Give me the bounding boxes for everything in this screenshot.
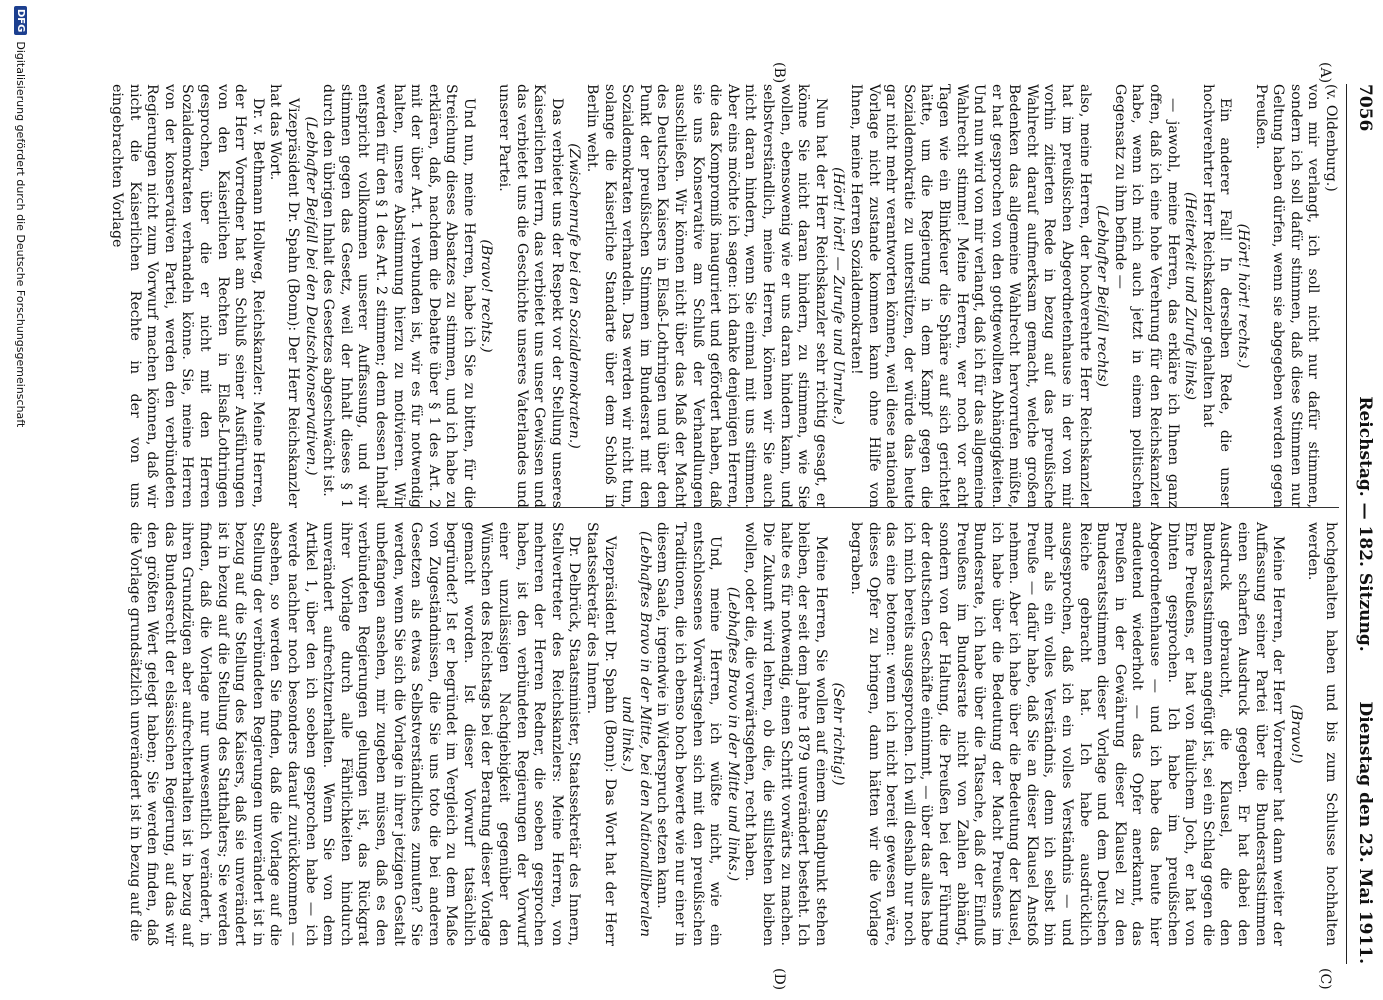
paragraph: Das verbietet uns der Respekt vor der Stellung unseres Kaiserlichen Herrn, das verbietet uns unser Gewissen und das verbietet uns die Geschichte unseres Vaterlandes und unserer Partei. <box>496 84 565 508</box>
right-column <box>125 522 1339 946</box>
interjection: (Zwischenrufe bei den Sozialdemokraten.) <box>566 143 583 449</box>
speaker-announcement: Vizepräsident Dr. Spahn (Bonn): Der Herr Reichskanzler hat das Wort. <box>267 84 301 508</box>
paragraph: von mir verlangt, ich soll nicht nur dafür stimmen, sondern ich soll dafür stimmen, daß diese Stimmen nur Geltung haben dürfen, wenn sie abgegeben werden gegen Preußen. <box>1252 84 1322 508</box>
interjection: (Lebhafter Beifall rechts) <box>1094 204 1111 388</box>
paragraph: Meine Herren, der Herr Vorredner hat dann weiter der Auffassung seiner Partei über die Bundesratsstimmen einen scharfen Ausdruck gegeben. Er hat dabei den Ausdruck gebraucht, die Klausel, die den Bundesratsstimmen angefügt ist, sei ein Schlag gegen die Ehre Preußens, er hat von faulichem Joch, er hat von Dinten gesprochen. Ich habe im preußischen Abgeordnetenhause — und ich habe das heute hier andeutend wiederholt — das Opfer anerkannt, das Preußen in der Gewährung dieser Klausel zu den Bundesratsstimmen dieser Vorlage und dem Deutschen Reiche gebracht hat. Ich habe ausdrücklich ausgesprochen, daß ich ein volles Verständnis — und mehr als ein volles Verständnis, denn ich selbst bin Preuße — dafür habe, daß Sie an dieser Klausel Anstoß nehmen. Aber ich habe über die Bedeutung der Klausel, ich habe über die Bedeutung der Macht Preußens im Bundesrate, ich habe über die Tatsache, daß der Einfluß Preußens im Bundesrate nicht von Zahlen abhängt, sondern von der Haltung, die Preußen bei der Führung der deutschen Geschäfte einnimmt, — über das alles habe ich mich bereits ausgesprochen. Ich will deshalb nur noch das eine betonen: wenn ich nicht bereit gewesen wäre, dieses Opfer zu bringen, dann hätten wir die Vorlage begraben. <box>847 522 1287 946</box>
paragraph: Meine Herren, Sie wollen auf einem Standpunkt stehen bleiben, der seit dem Jahre 1879 unverändert besteht. Ich halte es für notwendig, einen Schritt vorwärts zu machen. Die Zukunft wird lehren, ob die, die stillstehen bleiben wollen, oder die, die vorwärtsgehen, recht haben. <box>742 522 829 946</box>
interjection: (Sehr richtig!) <box>830 682 847 786</box>
interjection: (Heiterkeit und Zurufe links) <box>1182 191 1199 401</box>
header-rule <box>1346 84 1347 964</box>
speech-paragraph: Dr. v. Bethmann Hollweg, Reichskanzler: Meine Herren, der Herr Vorredner hat am Schluß seiner Ausführungen von den Kaiserlichen Rechten in Elsaß-Lothringen gesprochen, über die er nicht mit den Herren Sozialdemokraten verhandeln könne. Sie, meine Herren von der konservativen Partei, werden den verbündeten Regierungen nicht zum Vorwurf machen können, daß wir nicht die Kaiserlichen Rechte in der von uns eingebrachten Vorlage <box>109 84 266 508</box>
speaker-tag: (v. Oldenburg.) <box>1323 84 1339 192</box>
page-header <box>1351 84 1377 964</box>
paragraph: — jawohl, meine Herren, das erkläre ich Ihnen ganz offen, daß ich eine hohe Verehrung für den Reichskanzler habe, wenn ich mich auch jetzt in einem politischen Gegensatz zu ihm befinde — <box>1111 84 1181 508</box>
margin-mark-a: (A) <box>1317 62 1333 84</box>
page-number: 7056 <box>1355 84 1375 132</box>
interjection: (Lebhaftes Bravo in der Mitte, bei den Nationalliberalen und links.) <box>619 530 653 938</box>
left-column <box>107 84 1339 508</box>
interjection: (Bravo! rechts.) <box>478 239 495 353</box>
interjection: (Lebhaftes Bravo in der Mitte und links.) <box>724 586 741 882</box>
interjection: (Lebhafter Beifall bei den Deutschkonservativen.) <box>302 116 319 476</box>
speaker-announcement: Vizepräsident Dr. Spahn (Bonn): Das Wort hat der Herr Staatssekretär des Innern. <box>584 522 618 946</box>
margin-mark-c: (C) <box>1317 968 1333 990</box>
footer-text: Digitalisierung gefördert durch die Deutsche Forschungsgemeinschaft <box>14 41 27 428</box>
digitization-footer <box>14 6 27 427</box>
paragraph: Und nun, meine Herren, habe ich Sie zu bitten, für die Streichung dieses Absatzes zu stimmen, und ich habe zu erklären, daß, nachdem die Debatte über § 1 des Art. 2 mit der über Art. 1 verbunden ist, wir es für notwendig halten, unsere Abstimmung hierzu zu motivieren. Wir werden für den § 1 des Art. 2 stimmen; denn dessen Inhalt entspricht vollkommen unserer Auffassung, und wir stimmen gegen das Gesetz, weil der Inhalt dieses § 1 durch den übrigen Inhalt des Gesetzes abgeschwächt ist. <box>320 84 477 508</box>
session-date: Dienstag den 23. Mai 1911. <box>1355 701 1375 964</box>
margin-mark-d: (D) <box>771 968 787 991</box>
margin-mark-b: (B) <box>771 62 787 84</box>
interjection: (Hört! hört! — Zurufe und Unruhe.) <box>830 167 847 425</box>
speech-paragraph: Dr. Delbrück, Staatsminister, Staatssekretär des Innern, Stellvertreter des Reichskanzlers: Meine Herren, von mehreren der Herren Redner, die soeben gesprochen haben, ist den verbündeten Regierungen der Vorwurf einer unzulässigen Nachgiebigkeit gegenüber den Wünschen des Reichstags bei der Beratung dieser Vorlage gemacht worden. Ist dieser Vorwurf tatsächlich begründet? Ist er begründet im Vergleich zu dem Maße von Zugeständnissen, die Sie uns toto die bei anderen Gesetzen als etwas Selbstverständliches zumuten? Sie werden, wenn Sie sich die Vorlage in ihrer jetzigen Gestalt unbefangen ansehen, mir zugeben müssen, daß es den verbündeten Regierungen gelungen ist, das Rückgrat ihrer Vorlage durch alle Fährlichkeiten hindurch unverändert aufrechtzuerhalten. Wenn Sie von dem Artikel 1, über den ich soeben gesprochen habe — ich werde nachher noch besonders darauf zurückkommen — absehen, so werden Sie finden, daß die Vorlage auf die Stellung der verbündeten Regierungen unverändert ist in bezug auf die Stellung des Kaisers, daß sie unverändert ist in bezug auf die Stellung des Statthalters; Sie werden finden, daß die Vorlage nur unwesentlich verändert, in ihren Grundzügen aber aufrechterhalten ist in bezug auf das Bundesrecht der elsässischen Regierung, auf das wir den größten Wert gelegt haben; Sie werden finden, daß die Vorlage grundsätzlich unverändert ist in bezug auf die <box>126 522 583 947</box>
paragraph: Nun hat der Herr Reichskanzler sehr richtig gesagt, er könne Sie nicht daran hindern, zu stimmen, wie Sie wollen, ebensowenig wie er uns daran hindern kann, und selbstverständlich, meine Herren, können wir Sie auch nicht daran hindern, wenn Sie einmal mit uns stimmen. Aber eins möchte ich sagen: ich danke denjenigen Herren, die das Kompromiß inauguriert und gefördert haben, daß sie uns Konservative am Schluß der Verhandlungen ausschließen. Wir können nicht über das Maß der Macht des Deutschen Kaisers in Elsaß-Lothringen und über den Punkt der preußischen Stimmen im Bundesrat mit den Sozialdemokraten verhandeln. Das werden wir nicht tun, solange die Kaiserliche Standarte über dem Schloß in Berlin weht. <box>584 84 829 508</box>
paragraph: also, meine Herren, der hochverehrte Herr Reichskanzler hat im preußischen Abgeordnetenhause in der von mir vorhin zitierten Rede in bezug auf das preußische Wahlrecht darauf aufmerksam gemacht, welche großen Bedenken das allgemeine Wahlrecht hervorrufen müßte, er hat gesprochen von den gottgewollten Abhängigkeiten. Und nun wird von mir verlangt, daß ich für das allgemeine Wahlrecht stimme! Meine Herren, wer noch vor acht Tagen wie ein Blinkfeuer die Sphäre auf sich gerichtet hätte, um die Regierung in dem Kampf gegen die Sozialdemokratie zu unterstützen, der würde das heute gar nicht mehr verantworten können, weil diese nationale Vorlage nicht zustande kommen kann ohne Hilfe von Ihnen, meine Herren Sozialdemokraten! <box>847 84 1093 508</box>
paragraph: hochgehalten haben und bis zum Schlusse hochhalten werden. <box>1305 522 1339 946</box>
dfg-logo: DFG <box>14 6 27 35</box>
interjection: (Bravo!) <box>1287 704 1304 764</box>
session-title: Reichstag. — 182. Sitzung. <box>1355 396 1375 652</box>
interjection: (Hört! hört! rechts.) <box>1235 223 1252 369</box>
paragraph: Ein anderer Fall! In derselben Rede, die unser hochverehrter Herr Reichskanzler gehalten hat <box>1199 84 1234 508</box>
paragraph: Und, meine Herren, ich wüßte nicht, wie ein entschlossenes Vorwärtsgehen sich mit den preußischen Traditionen, die ich ebenso hoch bewerte wie nur einer in diesem Saale, irgendwie in Widerspruch setzen kann. <box>654 522 724 946</box>
